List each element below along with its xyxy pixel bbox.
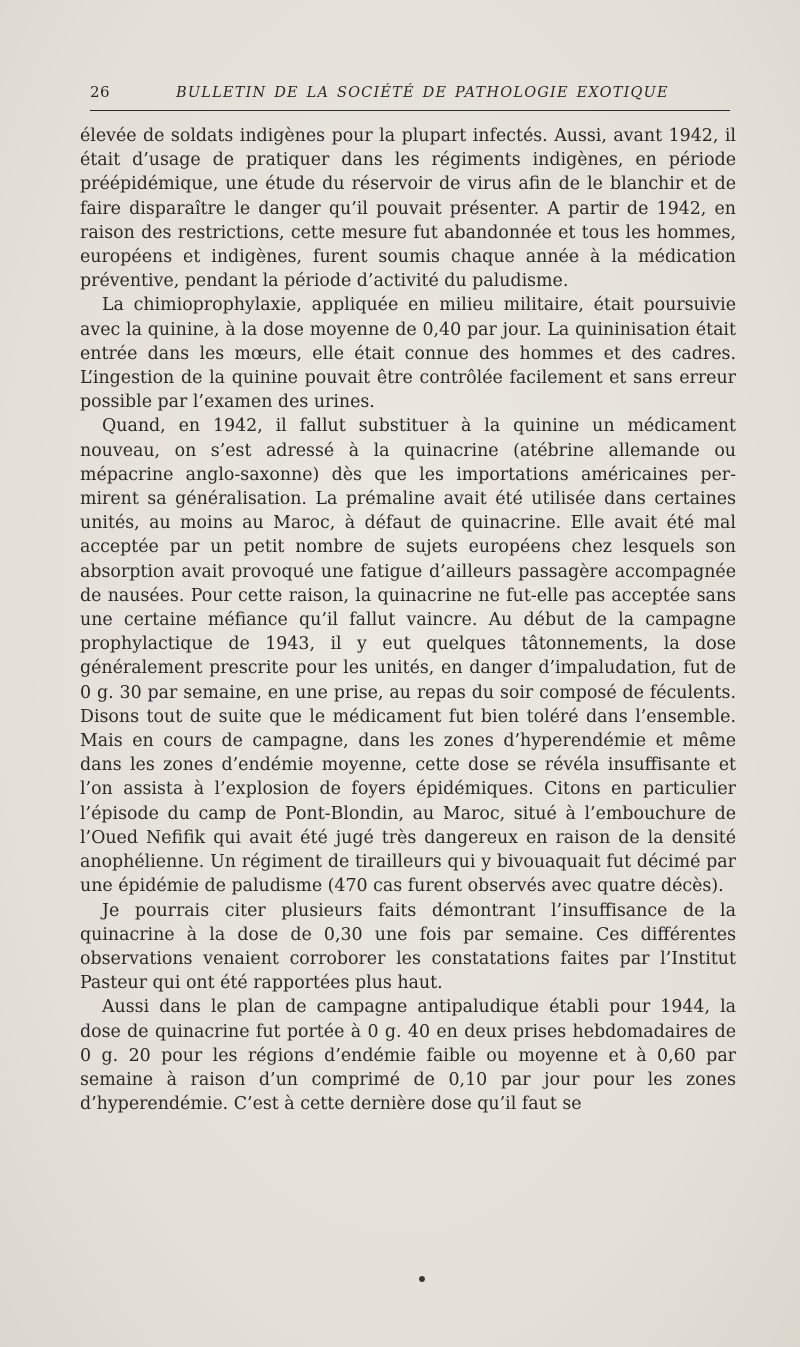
paragraph-4: Je pourrais citer plusieurs faits démontrant l’insuffisance de la quinacrine à la dose de 0,30 une fois par semaine. Ces différentes observations venaient corroborer les constatations faites par l’Institut Pasteur qui ont été rapportées plus haut. <box>80 900 736 994</box>
page-header <box>90 83 730 109</box>
ink-speck <box>419 1276 425 1282</box>
paragraph-1: élevée de soldats indigènes pour la plupart infectés. Aussi, avant 1942, il était d’usage de pratiquer dans les régiments indigènes, en période préépidémique, une étude du réservoir de virus afin de le blanchir et de faire disparaître le danger qu’il pouvait présenter. A partir de 1942, en raison des restrictions, cette mesure fut abandonnée et tous les hommes, européens et indigènes, furent soumis chaque année à la médication préventive, pendant la période d’activité du paludisme. <box>80 126 736 292</box>
running-title: BULLETIN DE LA SOCIÉTÉ DE PATHOLOGIE EXOTIQUE <box>176 85 669 101</box>
paragraph-3: Quand, en 1942, il fallut substituer à la quinine un médicament nouveau, on s’est adressé à la quinacrine (atébrine allemande ou mépacrine anglo-saxonne) dès que les importations américaines permirent sa généralisation. La prémaline avait été utilisée dans certaines unités, au moins au Maroc, à défaut de quinacrine. Elle avait été mal acceptée par un petit nombre de sujets européens chez lesquels son absorption avait provoqué une fatigue d’ailleurs passagère accompagnée de nausées. Pour cette raison, la quinacrine ne fut-elle pas acceptée sans une certaine méfiance qu’il fallut vaincre. Au début de la campagne prophylactique de 1943, il y eut quelques tâtonnements, la dose généralement prescrite pour les unités, en danger d’impaludation, fut de 0 g. 30 par semaine, en une prise, au repas du soir composé de féculents. Disons tout de suite que le médicament fut bien toléré dans l’ensemble. Mais en cours de campagne, dans les zones d’hyperendémie et même dans les zones d’endémie moyenne, cette dose se révéla insuffisante et l’on assista à l’explosion de foyers épidémiques. Citons en particulier l’épisode du camp de Pont-Blondin, au Maroc, situé à l’embouchure de l’Oued Nefifik qui avait été jugé très dangereux en raison de la densité anophélienne. Un régiment de tirailleurs qui y bivouaquait fut décimé par une épidémie de paludisme (470 cas furent observés avec quatre décès). <box>80 416 736 897</box>
paragraph-5: Aussi dans le plan de campagne antipaludique établi pour 1944, la dose de quinacrine fut portée à 0 g. 40 en deux prises hebdomadaires de 0 g. 20 pour les régions d’endémie faible ou moyenne et à 0,60 par semaine à raison d’un comprimé de 0,10 par jour pour les zones d’hyperendémie. C’est à cette dernière dose qu’il faut se <box>80 997 736 1115</box>
page-number: 26 <box>90 83 111 101</box>
body-text <box>80 124 736 1116</box>
header-rule <box>90 110 730 111</box>
paragraph-2: La chimioprophylaxie, appliquée en milieu militaire, était poursuivie avec la quinine, à la dose moyenne de 0,40 par jour. La quininisation était entrée dans les mœurs, elle était connue des hommes et des cadres. L’ingestion de la quinine pouvait être contrôlée facilement et sans erreur possible par l’examen des urines. <box>80 295 736 413</box>
